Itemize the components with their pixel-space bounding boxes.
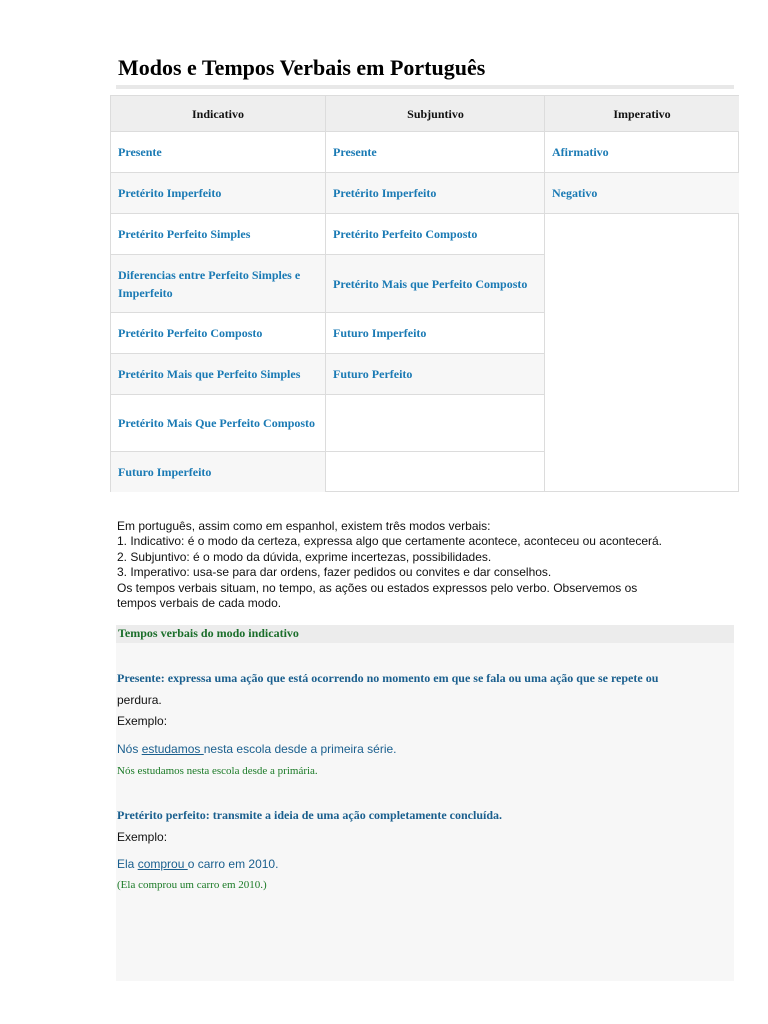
panel-heading: Tempos verbais do modo indicativo: [118, 626, 299, 640]
example-text: o carro em 2010.: [187, 857, 279, 871]
page-title: Modos e Tempos Verbais em Português: [118, 55, 486, 80]
link-subjuntivo-futuro-imperfeito[interactable]: Futuro Imperfeito: [326, 313, 545, 354]
intro-line: tempos verbais de cada modo.: [117, 596, 282, 611]
example-text: nesta escola desde a primeira série.: [203, 742, 397, 756]
indicativo-tenses-panel: [116, 625, 734, 981]
link-indicativo-preterito-imperfeito[interactable]: Pretérito Imperfeito: [111, 173, 325, 214]
empty-cell: [545, 214, 739, 492]
header-imperativo: Imperativo: [545, 96, 739, 132]
column-subjuntivo: [325, 96, 545, 491]
presente-example-translation: Nós estudamos nesta escola desde a primária.: [117, 765, 318, 777]
link-indicativo-futuro-imperfeito[interactable]: Futuro Imperfeito: [111, 452, 325, 492]
panel-heading-bar: [116, 625, 734, 643]
title-divider: [116, 85, 734, 89]
intro-line-indicativo: 1. Indicativo: é o modo da certeza, expressa algo que certamente acontece, aconteceu ou acontecerá.: [117, 534, 663, 549]
link-subjuntivo-futuro-perfeito[interactable]: Futuro Perfeito: [326, 354, 545, 395]
perfeito-example-translation: (Ela comprou um carro em 2010.): [117, 879, 267, 891]
link-imperativo-afirmativo[interactable]: Afirmativo: [545, 132, 739, 173]
column-imperativo: [544, 96, 739, 491]
column-indicativo: [111, 96, 325, 491]
link-indicativo-mais-que-perfeito-composto[interactable]: Pretérito Mais Que Perfeito Composto: [111, 395, 325, 452]
verb-highlight: comprou: [137, 857, 188, 871]
presente-definition-cont: perdura.: [117, 693, 162, 707]
link-subjuntivo-presente[interactable]: Presente: [326, 132, 545, 173]
header-indicativo: Indicativo: [111, 96, 325, 132]
empty-cell: [326, 395, 545, 452]
exemplo-label: Exemplo:: [117, 830, 168, 844]
link-indicativo-presente[interactable]: Presente: [111, 132, 325, 173]
intro-line-subjuntivo: 2. Subjuntivo: é o modo da dúvida, exprime incertezas, possibilidades.: [117, 549, 492, 564]
link-indicativo-diferencias[interactable]: Diferencias entre Perfeito Simples e Imperfeito: [111, 255, 325, 313]
presente-definition: Presente: expressa uma ação que está ocorrendo no momento em que se fala ou uma ação que se repete ou: [117, 671, 659, 685]
perfeito-example: [117, 857, 278, 871]
link-indicativo-preterito-perfeito-composto[interactable]: Pretérito Perfeito Composto: [111, 313, 325, 354]
intro-text: [117, 519, 677, 611]
intro-line: Os tempos verbais situam, no tempo, as ações ou estados expressos pelo verbo. Observemos os: [117, 580, 638, 595]
intro-line-imperativo: 3. Imperativo: usa-se para dar ordens, fazer pedidos ou convites e dar conselhos.: [117, 565, 552, 580]
verb-modes-table: [110, 95, 739, 492]
link-indicativo-preterito-perfeito-simples[interactable]: Pretérito Perfeito Simples: [111, 214, 325, 255]
link-indicativo-mais-que-perfeito-simples[interactable]: Pretérito Mais que Perfeito Simples: [111, 354, 325, 395]
link-subjuntivo-preterito-perfeito-composto[interactable]: Pretérito Perfeito Composto: [326, 214, 545, 255]
exemplo-label: Exemplo:: [117, 714, 168, 728]
presente-example: [117, 742, 397, 756]
example-text: Ela: [117, 857, 138, 871]
intro-line: Em português, assim como em espanhol, existem três modos verbais:: [117, 519, 491, 533]
link-subjuntivo-mais-que-perfeito-composto[interactable]: Pretérito Mais que Perfeito Composto: [326, 255, 545, 313]
link-subjuntivo-preterito-imperfeito[interactable]: Pretérito Imperfeito: [326, 173, 545, 214]
perfeito-definition: Pretérito perfeito: transmite a ideia de uma ação completamente concluída.: [117, 808, 503, 822]
example-text: Nós: [117, 742, 142, 756]
header-subjuntivo: Subjuntivo: [326, 96, 545, 132]
verb-highlight: estudamos: [141, 742, 204, 756]
link-imperativo-negativo[interactable]: Negativo: [545, 173, 739, 214]
empty-cell: [326, 452, 545, 492]
